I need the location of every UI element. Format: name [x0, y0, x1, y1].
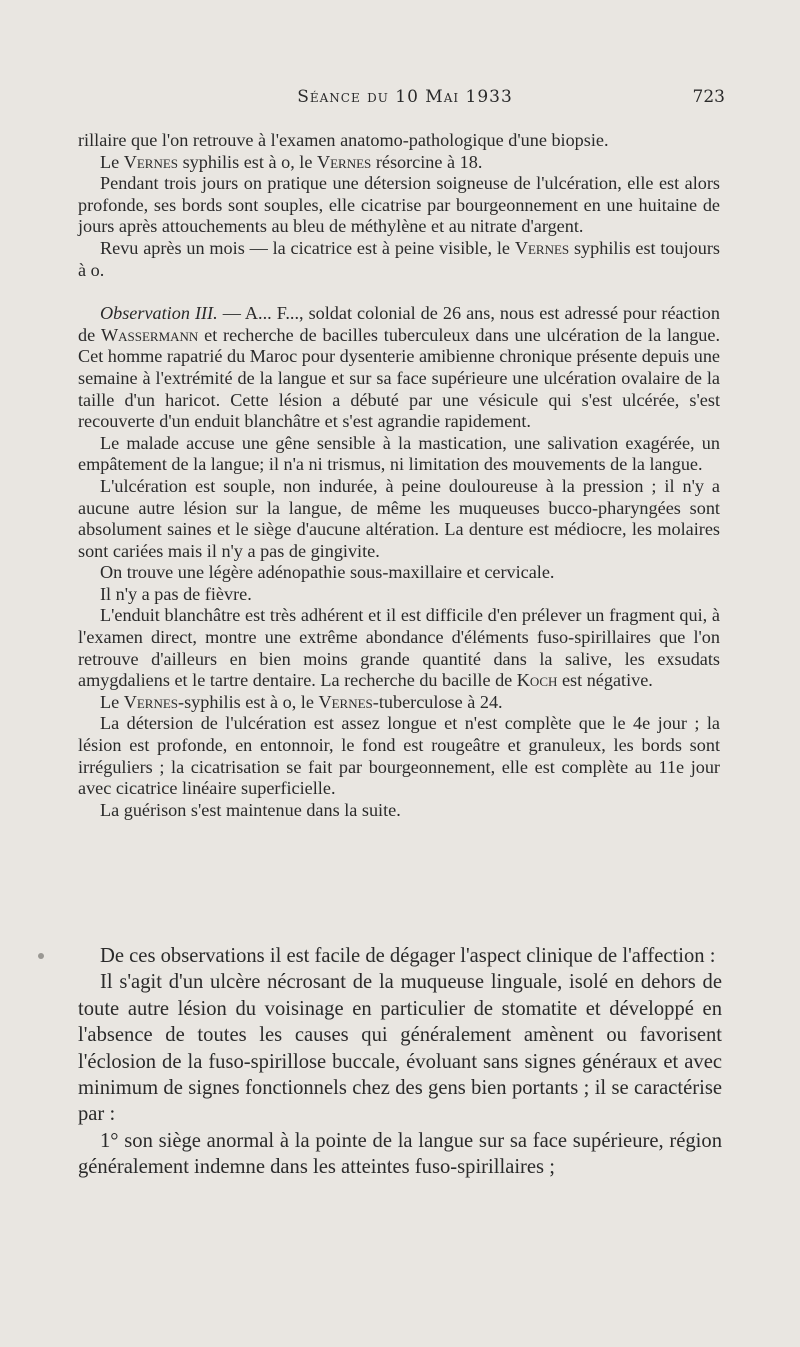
vernes-name: Vernes: [318, 691, 373, 712]
text-run: -tuberculose à 24.: [372, 691, 503, 712]
paragraph: 1° son siège anormal à la pointe de la langue sur sa face supérieure, région généralement indemne dans les atteintes fuso-spirillaires ;: [78, 1129, 722, 1179]
vernes-name: Vernes: [123, 691, 179, 712]
paragraph: On trouve une légère adénopathie sous-maxillaire et cervicale.: [100, 562, 555, 583]
paragraph: rillaire que l'on retrouve à l'examen anatomo-pathologique d'une biopsie.: [78, 130, 609, 150]
paragraph: Pendant trois jours on pratique une détersion soigneuse de l'ulcération, elle est alors profonde, ses bords sont souples, elle cicatrise par bourgeonnement en une huitaine de jours après attouchements au bleu de méthylène et au nitrate d'argent.: [78, 173, 720, 237]
page-header: [0, 87, 800, 113]
koch-name: Koch: [516, 670, 558, 691]
paragraph: L'ulcération est souple, non indurée, à peine douloureuse à la pression ; il n'y a aucune autre lésion sur la langue, de même les muqueuses bucco-pharyngées sont absolument saines et le siège d'aucune altération. La denture est médiocre, les molaires sont cariées mais il n'y a pas de gingivite.: [78, 475, 720, 561]
text-run: Le: [100, 151, 124, 172]
paragraph: [78, 238, 720, 281]
text-run: et recherche de bacilles tuberculeux dans une ulcération de la langue. Cet homme rapatrié du Maroc pour dysenterie amibienne chronique présente depuis une semaine à l'extrémité de la langue et sur sa face supérieure une ulcération ovalaire de la taille d'un haricot. Cette lésion a débuté par une vésicule qui s'est ulcérée, s'est recouverte d'un enduit blanchâtre et s'est agrandie rapidement.: [78, 324, 721, 432]
text-run: est négative.: [557, 670, 653, 691]
paragraph: Il s'agit d'un ulcère nécrosant de la muqueuse linguale, isolé en dehors de toute autre lésion du voisinage en particulier de stomatite et développé en l'absence de toutes les causes qui généralement amènent ou favorisent l'éclosion de la fuso-spirillose buccale, évoluant sans signes généraux et avec minimum de signes fonctionnels chez des gens bien portants ; il se caractérise par :: [78, 971, 722, 1126]
page-number: 723: [692, 87, 725, 107]
text-run: résorcine à 18.: [371, 151, 483, 172]
text-run: L'enduit blanchâtre est très adhérent et il est difficile d'en prélever un fragment qui, à l'examen direct, montre une extrême abondance d'éléments fuso-spirillaires que l'on retrouve d'ailleurs en bien moins grande quantité dans la salive, les exsudats amygdaliens et le tartre dentaire. La recherche du bacille de: [78, 605, 720, 691]
paragraph: De ces observations il est facile de dégager l'aspect clinique de l'affection :: [100, 945, 716, 967]
paragraph: La détersion de l'ulcération est assez longue et n'est complète que le 4e jour ; la lésion est profonde, en entonnoir, le fond est rougeâtre et granuleux, les bords sont irréguliers ; la cicatrisation se fait par bourgeonnement, elle est complète au 11e jour avec cicatrice linéaire superficielle.: [78, 713, 720, 799]
discussion-text: [78, 943, 722, 1181]
observation-paragraph: [78, 303, 720, 433]
vernes-name: Vernes: [123, 151, 179, 172]
paragraph: [78, 605, 720, 691]
vernes-name: Vernes: [514, 237, 570, 258]
margin-mark: [38, 953, 44, 959]
observation-text: [78, 130, 720, 821]
paragraph: [78, 152, 720, 174]
text-run: -syphilis est à o, le: [178, 691, 319, 712]
paragraph: La guérison s'est maintenue dans la suite.: [100, 799, 401, 820]
text-run: Revu après un mois — la cicatrice est à peine visible, le: [100, 237, 515, 258]
vernes-name: Vernes: [316, 151, 372, 172]
running-title: Séance du 10 Mai 1933: [297, 87, 513, 107]
text-run: syphilis est toujours à o.: [78, 237, 720, 280]
wassermann-name: Wassermann: [100, 324, 199, 345]
text-run: syphilis est à o, le: [178, 151, 317, 172]
paragraph: Le malade accuse une gêne sensible à la mastication, une salivation exagérée, un empâtement de la langue; il n'a ni trismus, ni limitation des mouvements de la langue.: [78, 432, 720, 475]
text-run: — A... F..., soldat colonial de 26 ans, nous est adressé pour réaction de: [78, 303, 720, 345]
text-run: Le: [100, 691, 124, 712]
observation-title: Observation III.: [100, 303, 218, 324]
paragraph: [78, 692, 720, 714]
paragraph: Il n'y a pas de fièvre.: [100, 583, 252, 604]
